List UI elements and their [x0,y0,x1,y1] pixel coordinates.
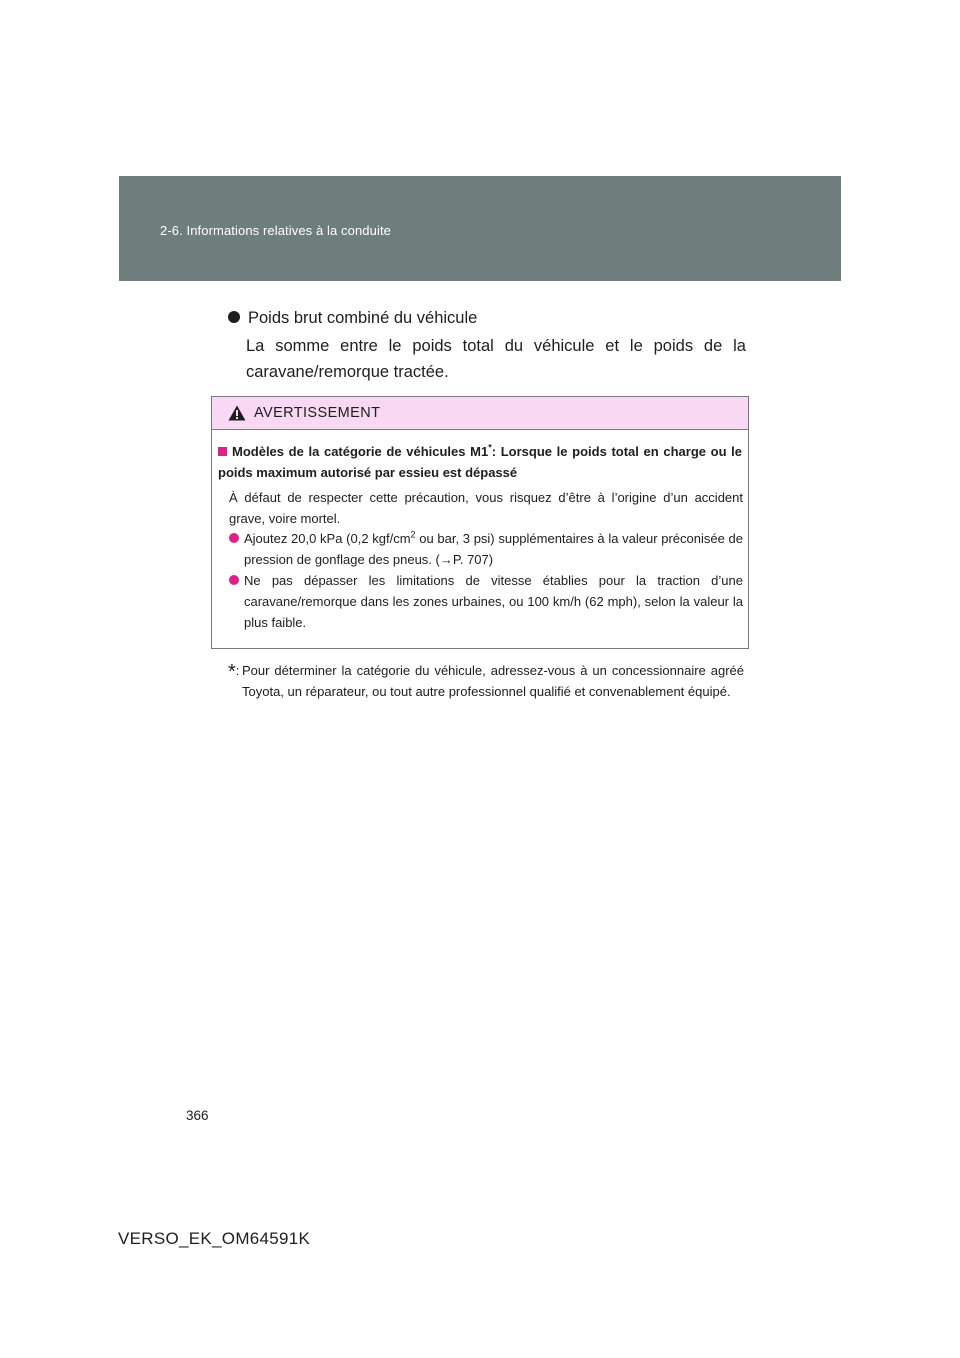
pink-dot-icon [229,533,239,543]
bullet-dot-icon [228,311,240,323]
warning-heading [218,441,742,483]
warning-triangle-icon [228,405,246,421]
page-number: 366 [186,1108,209,1123]
warning-paragraph: À défaut de respecter cette précaution, vous risquez d’être à l’origine d’un accident grave, voire mortel. [229,490,743,526]
pink-square-icon [218,447,227,456]
warning-box [211,396,749,649]
warning-heading-mark: * [488,442,492,453]
bullet-body: La somme entre le poids total du véhicule et le poids de la caravane/remorque tractée. [246,337,746,381]
section-title: 2-6. Informations relatives à la conduite [160,223,391,238]
bullet1-sup: 2 [410,529,416,540]
bullet1-prefix: Ajoutez 20,0 kPa (0,2 kgf/cm [244,531,411,546]
page-reference-link[interactable]: P. 707) [452,552,494,567]
warning-header [212,397,748,430]
bullet2-text: Ne pas dépasser les limitations de vitesse établies pour la traction d’une caravane/remorque dans les zones urbaines, ou 100 km/h (62 mph), selon la valeur la plus faible. [244,573,743,630]
footnote-text: Pour déterminer la catégorie du véhicule, adressez-vous à un concessionnaire agréé Toyota, un réparateur, ou tout autre professionnel qualifié et convenablement équipé. [242,663,744,699]
bullet1-suffix: ou bar, 3 psi) supplémentaires à la valeur préconisée de pression de gonflage des pneus. ( [244,531,743,567]
warning-bullet-pressure [229,528,743,570]
warning-title: AVERTISSEMENT [254,405,381,421]
warning-heading-prefix: Modèles de la catégorie de véhicules M1 [232,444,489,459]
bullet-item [228,303,748,333]
warning-bullet-speed [229,570,743,633]
bullet-title: Poids brut combiné du véhicule [248,309,478,327]
section-header-band [119,176,841,281]
arrow-right-icon: → [439,552,453,567]
pink-dot-icon [229,575,239,585]
footnote [228,660,744,702]
warning-heading-suffix: : Lorsque le poids total en charge ou le poids maximum autorisé par essieu est dépassé [218,444,743,480]
document-code: VERSO_EK_OM64591K [118,1229,311,1248]
footnote-mark: *: [228,661,240,683]
